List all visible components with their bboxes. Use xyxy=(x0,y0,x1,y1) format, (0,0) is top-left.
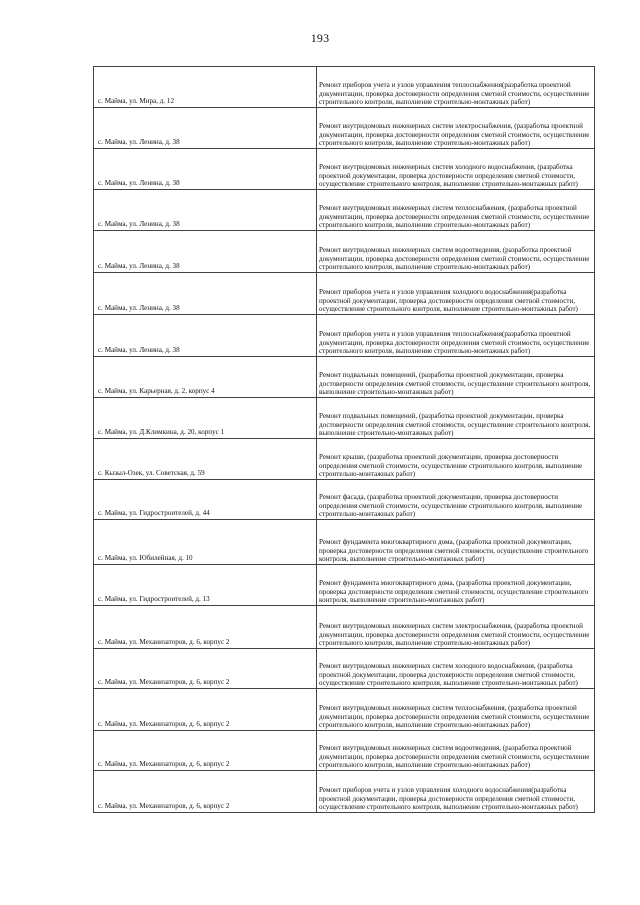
work-description-cell: Ремонт внутридомовых инженерных систем водоотведения, (разработка проектной документации, проверка достоверности определения сметной стоимости, осуществление строительного контроля, выполнение строительно-монтажных работ) xyxy=(317,231,595,273)
address-cell: с. Майма, ул. Гидростроителей, д. 13 xyxy=(94,565,317,606)
table-row xyxy=(94,273,595,315)
work-description-cell: Ремонт внутридомовых инженерных систем теплоснабжения, (разработка проектной документации, проверка достоверности определения сметной стоимости, осуществление строительного контроля, выполнение строительно-монтажных работ) xyxy=(317,689,595,731)
address-cell: с. Майма, ул. Д.Климкина, д. 20, корпус 1 xyxy=(94,398,317,439)
work-description-cell: Ремонт внутридомовых инженерных систем холодного водоснабжения, (разработка проектной документации, проверка достоверности определения сметной стоимости, осуществление строительного контроля, выполнение строительно-монтажных работ) xyxy=(317,649,595,689)
address-cell: с. Майма, ул. Механизаторов, д. 6, корпус 2 xyxy=(94,606,317,649)
table-row xyxy=(94,231,595,273)
page-number: 193 xyxy=(310,31,330,45)
address-cell: с. Майма, ул. Механизаторов, д. 6, корпус 2 xyxy=(94,771,317,813)
work-description-cell: Ремонт подвальных помещений, (разработка проектной документации, проверка достоверности определения сметной стоимости, осуществление строительного контроля, выполнение строительно-монтажных работ) xyxy=(317,398,595,439)
work-description-cell: Ремонт фундамента многоквартирного дома, (разработка проектной документации, проверка достоверности определения сметной стоимости, осуществление строительного контроля, выполнение строительно-монтажных работ) xyxy=(317,520,595,565)
address-cell: с. Майма, ул. Гидростроителей, д. 44 xyxy=(94,480,317,520)
table-row xyxy=(94,689,595,731)
address-cell: с. Майма, ул. Ленина, д. 38 xyxy=(94,315,317,357)
table-row xyxy=(94,439,595,480)
table-row xyxy=(94,520,595,565)
work-description-cell: Ремонт приборов учета и узлов управления холодного водоснабжения(разработка проектной документации, проверка достоверности определения сметной стоимости, осуществление строительного контроля, выполнение строительно-монтажных работ) xyxy=(317,273,595,315)
address-cell: с. Майма, ул. Механизаторов, д. 6, корпус 2 xyxy=(94,731,317,771)
address-cell: с. Майма, ул. Ленина, д. 38 xyxy=(94,190,317,231)
address-cell: с. Кызыл-Озек, ул. Советская, д. 59 xyxy=(94,439,317,480)
address-cell: с. Майма, ул. Карьерная, д. 2, корпус 4 xyxy=(94,357,317,398)
table-row xyxy=(94,190,595,231)
work-description-cell: Ремонт приборов учета и узлов управления теплоснабжения(разработка проектной документации, проверка достоверности определения сметной стоимости, осуществление строительного контроля, выполнение строительно-монтажных работ) xyxy=(317,67,595,108)
address-cell: с. Майма, ул. Мира, д. 12 xyxy=(94,67,317,108)
table-row xyxy=(94,606,595,649)
work-description-cell: Ремонт фасада, (разработка проектной документации, проверка достоверности определения сметной стоимости, осуществление строительного контроля, выполнение строительно-монтажных работ) xyxy=(317,480,595,520)
work-description-cell: Ремонт внутридомовых инженерных систем холодного водоснабжения, (разработка проектной документации, проверка достоверности определения сметной стоимости, осуществление строительного контроля, выполнение строительно-монтажных работ) xyxy=(317,149,595,190)
table-row xyxy=(94,315,595,357)
table-row xyxy=(94,649,595,689)
address-cell: с. Майма, ул. Механизаторов, д. 6, корпус 2 xyxy=(94,649,317,689)
table-row xyxy=(94,398,595,439)
work-description-cell: Ремонт внутридомовых инженерных систем водоотведения, (разработка проектной документации, проверка достоверности определения сметной стоимости, осуществление строительного контроля, выполнение строительно-монтажных работ) xyxy=(317,731,595,771)
table-row xyxy=(94,771,595,813)
table-row xyxy=(94,357,595,398)
work-description-cell: Ремонт приборов учета и узлов управления теплоснабжения(разработка проектной документации, проверка достоверности определения сметной стоимости, осуществление строительного контроля, выполнение строительно-монтажных работ) xyxy=(317,315,595,357)
works-table xyxy=(93,66,595,813)
table-row xyxy=(94,108,595,149)
address-cell: с. Майма, ул. Юбилейная, д. 10 xyxy=(94,520,317,565)
table-row xyxy=(94,565,595,606)
work-description-cell: Ремонт внутридомовых инженерных систем электроснабжения, (разработка проектной документации, проверка достоверности определения сметной стоимости, осуществление строительного контроля, выполнение строительно-монтажных работ) xyxy=(317,108,595,149)
table-row xyxy=(94,149,595,190)
address-cell: с. Майма, ул. Ленина, д. 38 xyxy=(94,149,317,190)
work-description-cell: Ремонт крыши, (разработка проектной документации, проверка достоверности определения сметной стоимости, осуществление строительного контроля, выполнение строительно-монтажных работ) xyxy=(317,439,595,480)
address-cell: с. Майма, ул. Ленина, д. 38 xyxy=(94,231,317,273)
work-description-cell: Ремонт фундамента многоквартирного дома, (разработка проектной документации, проверка достоверности определения сметной стоимости, осуществление строительного контроля, выполнение строительно-монтажных работ) xyxy=(317,565,595,606)
works-table-body xyxy=(94,67,595,813)
work-description-cell: Ремонт внутридомовых инженерных систем теплоснабжения, (разработка проектной документации, проверка достоверности определения сметной стоимости, осуществление строительного контроля, выполнение строительно-монтажных работ) xyxy=(317,190,595,231)
address-cell: с. Майма, ул. Ленина, д. 38 xyxy=(94,273,317,315)
address-cell: с. Майма, ул. Ленина, д. 38 xyxy=(94,108,317,149)
work-description-cell: Ремонт приборов учета и узлов управления холодного водоснабжения(разработка проектной документации, проверка достоверности определения сметной стоимости, осуществление строительного контроля, выполнение строительно-монтажных работ) xyxy=(317,771,595,813)
table-row xyxy=(94,67,595,108)
work-description-cell: Ремонт внутридомовых инженерных систем электроснабжения, (разработка проектной документации, проверка достоверности определения сметной стоимости, осуществление строительного контроля, выполнение строительно-монтажных работ) xyxy=(317,606,595,649)
work-description-cell: Ремонт подвальных помещений, (разработка проектной документации, проверка достоверности определения сметной стоимости, осуществление строительного контроля, выполнение строительно-монтажных работ) xyxy=(317,357,595,398)
address-cell: с. Майма, ул. Механизаторов, д. 6, корпус 2 xyxy=(94,689,317,731)
table-row xyxy=(94,480,595,520)
table-row xyxy=(94,731,595,771)
